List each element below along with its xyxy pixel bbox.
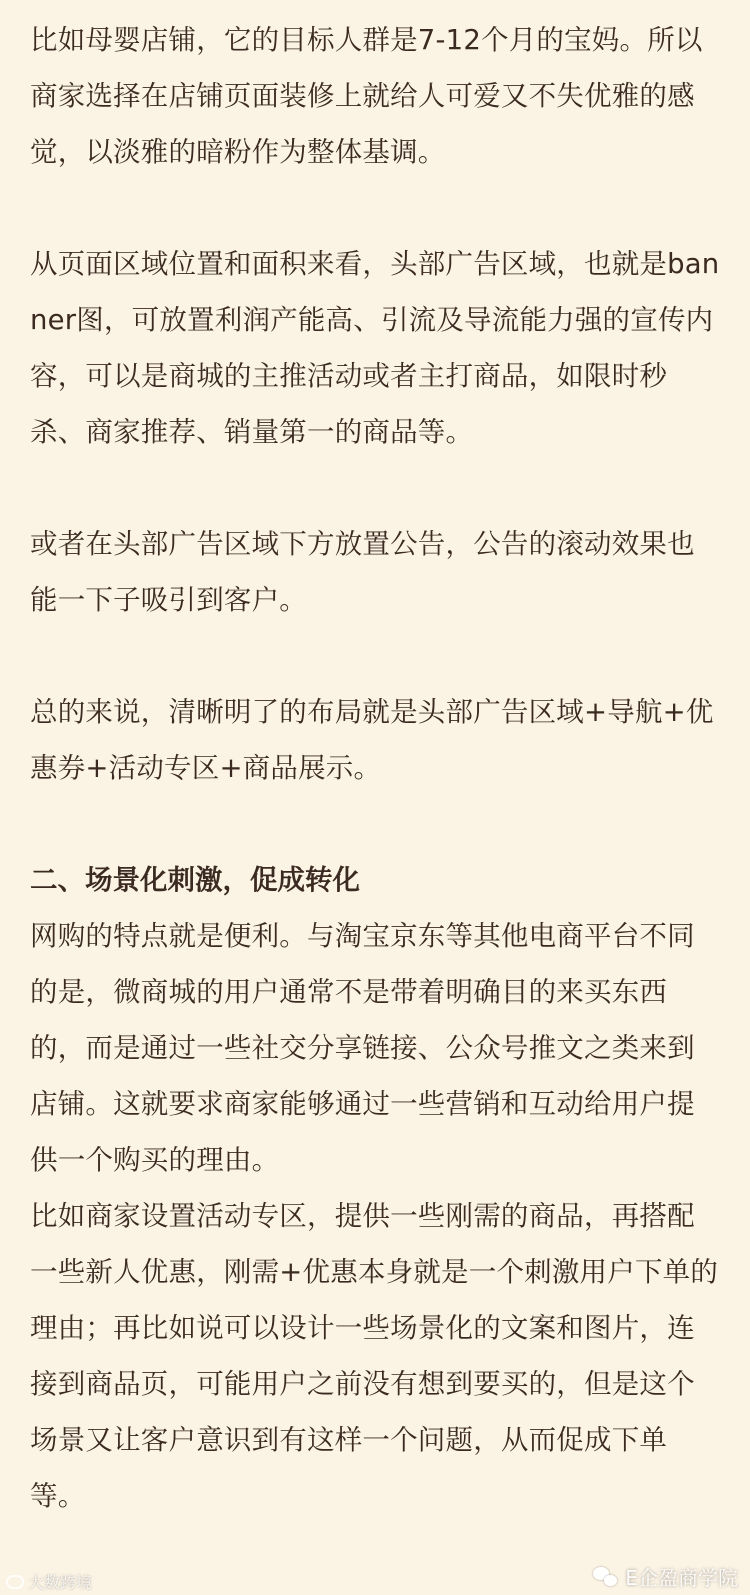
paragraph-gap bbox=[30, 628, 720, 684]
brand-logo-icon bbox=[6, 1575, 24, 1589]
paragraph-activity-zone: 比如商家设置活动专区，提供一些刚需的商品，再搭配一些新人优惠，刚需+优惠本身就是一个刺激用户下单的理由；再比如说可以设计一些场景化的文案和图片，连接到商品页，可能用户之前没有想到要买的，但是这个场景又让客户意识到有这样一个问题，从而促成下单等。 bbox=[30, 1200, 719, 1512]
paragraph-gap bbox=[30, 796, 720, 852]
paragraph-layout-summary: 总的来说，清晰明了的布局就是头部广告区域+导航+优惠券+活动专区+商品展示。 bbox=[30, 696, 714, 784]
watermark-left-label: 大数跨境 bbox=[28, 1573, 93, 1592]
paragraph-announcement: 或者在头部广告区域下方放置公告，公告的滚动效果也能一下子吸引到客户。 bbox=[30, 528, 695, 616]
paragraph-banner-area: 从页面区域位置和面积来看，头部广告区域，也就是banner图，可放置利润产能高、引流及导流能力强的宣传内容，可以是商城的主推活动或者主打商品，如限时秒杀、商家推荐、销量第一的商品等。 bbox=[30, 248, 720, 448]
wechat-icon bbox=[593, 1567, 619, 1587]
watermark-left bbox=[6, 1570, 92, 1593]
watermark-right-label: E企盈商学院 bbox=[625, 1566, 738, 1590]
paragraph-target-audience: 比如母婴店铺，它的目标人群是7-12个月的宝妈。所以商家选择在店铺页面装修上就给人可爱又不失优雅的感觉，以淡雅的暗粉作为整体基调。 bbox=[30, 24, 703, 168]
section-heading: 二、场景化刺激，促成转化 bbox=[30, 864, 360, 896]
watermark-right bbox=[593, 1562, 738, 1591]
paragraph-gap bbox=[30, 180, 720, 236]
paragraph-online-shopping: 网购的特点就是便利。与淘宝京东等其他电商平台不同的是，微商城的用户通常不是带着明确目的来买东西的，而是通过一些社交分享链接、公众号推文之类来到店铺。这就要求商家能够通过一些营销和互动给用户提供一个购买的理由。 bbox=[30, 920, 695, 1176]
paragraph-gap bbox=[30, 460, 720, 516]
